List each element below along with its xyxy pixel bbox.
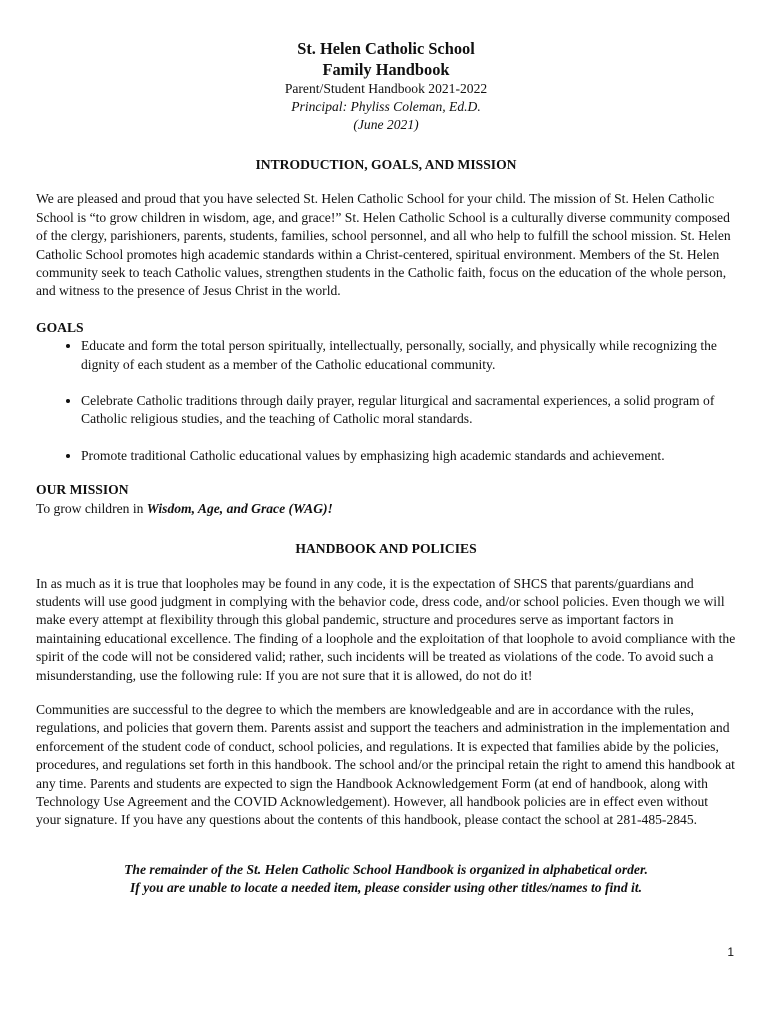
- intro-paragraph: We are pleased and proud that you have selected St. Helen Catholic School for your child. The mission of St. Helen Catholic School is “to grow children in wisdom, age, and grace!” St. Helen Catholic School is a culturally diverse community composed of the clergy, parishioners, parents, students, families, school personnel, and all who help to fulfill the school mission. St. Helen Catholic School promotes high academic standards within a Christ-centered, spiritual environment. Members of the St. Helen community seek to teach Catholic values, strengthen students in the Catholic faith, focus on the education of the whole person, and witness to the presence of Jesus Christ in the world.: [36, 191, 731, 299]
- school-name: St. Helen Catholic School: [297, 39, 475, 58]
- document-header: [36, 38, 736, 134]
- handbook-date: (June 2021): [353, 117, 419, 132]
- mission-motto: Wisdom, Age, and Grace (WAG)!: [146, 500, 333, 516]
- closing-line-2: If you are unable to locate a needed item, please consider using other titles/names to find it.: [129, 880, 643, 896]
- goals-heading: GOALS: [36, 319, 84, 335]
- handbook-title: Family Handbook: [322, 60, 450, 79]
- goals-list: [36, 337, 736, 465]
- handbook-paragraph-2: Communities are successful to the degree to which the members are knowledgeable and are in accordance with the rules, regulations, and policies that govern them. Parents assist and support the teachers and administration in the implementation and enforcement of the student code of conduct, school policies, and regulations. It is expected that families abide by the policies, procedures, and regulations set forth in this handbook. The school and/or the principal retain the right to amend this handbook at any time. Parents and students are expected to sign the Handbook Acknowledgement Form (at end of handbook, along with Technology Use Agreement and the COVID Acknowledgement). However, all handbook policies are in effect even without your signature. If you have any questions about the contents of this handbook, please contact the school at 281-485-2845.: [36, 701, 735, 828]
- goal-item-1: • Educate and form the total person spiritually, intellectually, personally, socially, and physically while recognizing the dignity of each student as a member of the Catholic educational community.: [81, 337, 736, 374]
- closing-note: [36, 861, 736, 898]
- handbook-heading: HANDBOOK AND POLICIES: [295, 541, 477, 557]
- mission-text: [36, 500, 736, 518]
- handbook-paragraph-1: In as much as it is true that loopholes may be found in any code, it is the expectation of SHCS that parents/guardians and students will use good judgment in complying with the behavior code, dress code, and/or school policies. Even though we will make every attempt at flexibility through this global pandemic, structure and procedures serve as important factors in maintaining educational excellence. The finding of a loophole and the exploitation of that loophole to avoid compliance with the spirit of the code will not be considered valid; rather, such incidents will be treated as violations of the code. To avoid such a misunderstanding, use the following rule: If you are not sure that it is allowed, do not do it!: [36, 575, 736, 683]
- mission-text-prefix: To grow children in: [36, 500, 147, 516]
- page-number: 1: [727, 945, 734, 959]
- handbook-subtitle: Parent/Student Handbook 2021-2022: [284, 81, 488, 96]
- goal-item-3: • Promote traditional Catholic educational values by emphasizing high academic standards and achievement.: [81, 447, 736, 465]
- intro-heading: INTRODUCTION, GOALS, AND MISSION: [255, 157, 517, 172]
- principal-name: Principal: Phyliss Coleman, Ed.D.: [291, 99, 481, 114]
- document-page: [36, 38, 736, 898]
- mission-heading: OUR MISSION: [36, 482, 129, 498]
- goal-item-2: • Celebrate Catholic traditions through daily prayer, regular liturgical and sacramental experiences, a solid program of Catholic religious studies, and the teaching of Catholic moral standards.: [81, 392, 736, 429]
- closing-line-1: The remainder of the St. Helen Catholic School Handbook is organized in alphabetical order.: [124, 861, 648, 877]
